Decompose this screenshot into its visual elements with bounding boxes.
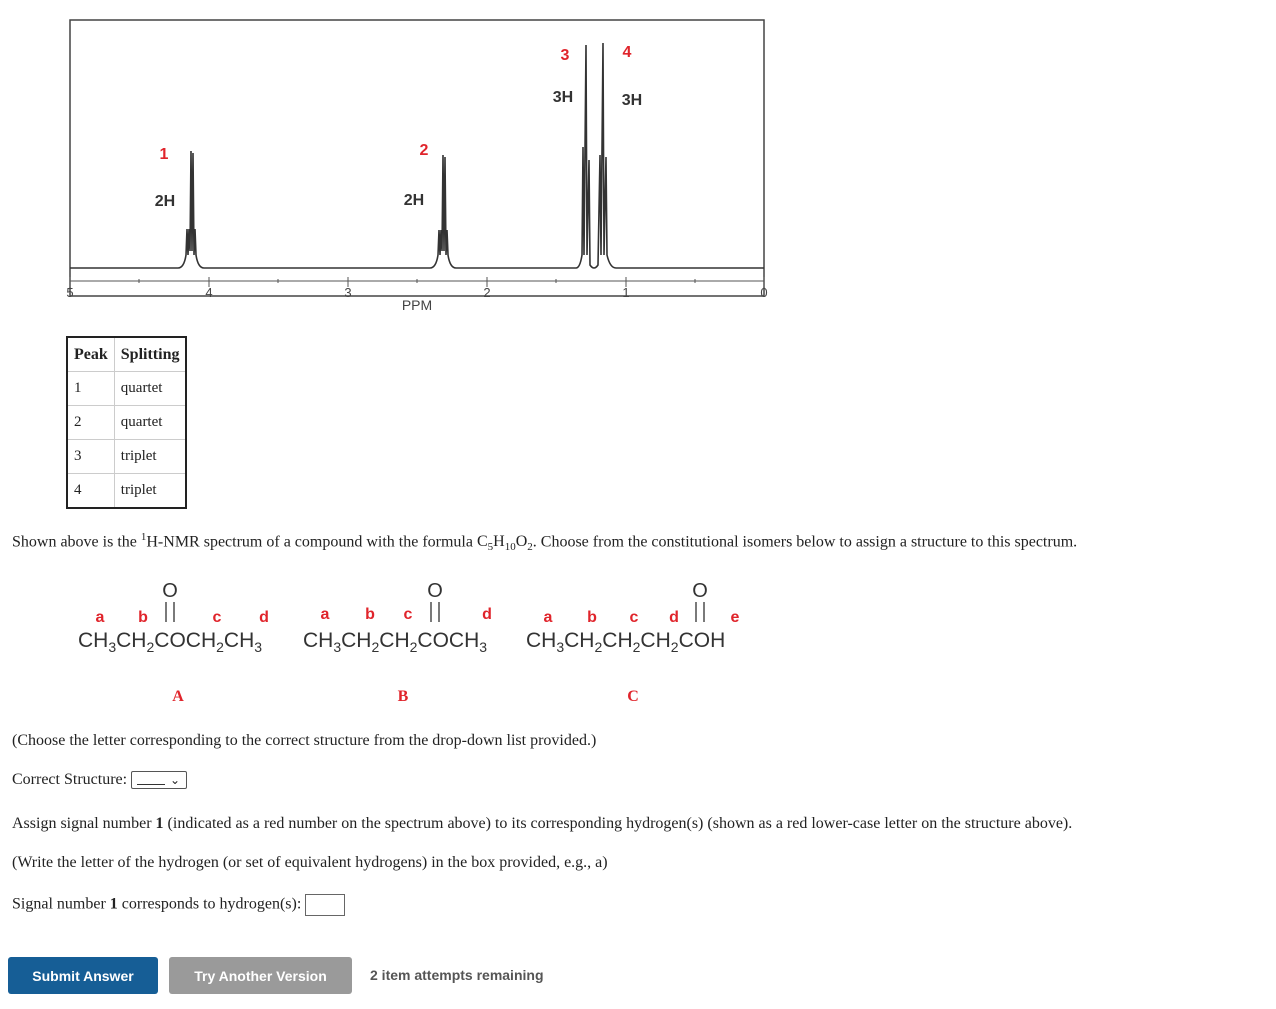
table-header-row	[67, 337, 186, 372]
structure-c	[526, 580, 740, 705]
peak-integration-2: 2H	[403, 192, 425, 209]
structure-a	[78, 580, 269, 705]
tick-label: 3	[344, 285, 352, 300]
hydrogen-label: a	[95, 609, 105, 626]
table-row	[67, 440, 186, 474]
table-row	[67, 372, 186, 406]
hydrogen-label: a	[543, 609, 553, 626]
intro-text: Shown above is the	[12, 533, 141, 551]
try-another-version-button[interactable]: Try Another Version	[169, 957, 352, 994]
hydrogen-label: d	[259, 609, 269, 626]
correct-structure-row	[12, 771, 187, 789]
structure-letter-b: B	[397, 688, 409, 705]
signal-text: corresponds to hydrogen(s):	[117, 895, 302, 913]
signal-number: 1	[109, 895, 118, 913]
peak-splitting-table	[66, 336, 187, 509]
peak-number-4: 4	[622, 44, 632, 61]
formula-a: $CH_3CH_2COCH_2CH_3$	[78, 629, 263, 655]
select-placeholder	[137, 784, 165, 785]
hydrogen-label: d	[482, 606, 492, 623]
assign-text: (indicated as a red number on the spectrum above) to its corresponding hydrogen(s) (shown as a red lower-case letter on the structure above).	[163, 815, 1073, 832]
hydrogen-answer-input[interactable]	[305, 894, 345, 916]
hydrogen-label: d	[669, 609, 679, 626]
chevron-down-icon: ⌄	[170, 773, 181, 788]
table-row	[67, 406, 186, 440]
hydrogen-label: c	[403, 606, 413, 623]
tick-label: 2	[483, 285, 491, 300]
spectrum-frame	[70, 20, 764, 296]
structure-letter-c: C	[627, 688, 639, 705]
peak-number-2: 2	[419, 142, 429, 159]
intro-superscript: 1	[140, 531, 147, 543]
intro-text: . Choose from the constitutional isomers below to assign a structure to this spectrum.	[532, 533, 1078, 551]
table-cell-splitting: quartet	[114, 406, 186, 440]
submit-answer-button[interactable]: Submit Answer	[8, 957, 158, 994]
peak-number-1: 1	[159, 146, 169, 163]
peak-integration-4: 3H	[621, 92, 643, 109]
signal-text: Signal number	[12, 895, 110, 913]
spectrum-trace	[70, 43, 764, 268]
table-cell-splitting: triplet	[114, 440, 186, 474]
hydrogen-label: c	[629, 609, 639, 626]
write-hint: (Write the letter of the hydrogen (or set of equivalent hydrogens) in the box provided, e.g., a)	[12, 854, 608, 871]
table-header-peak: Peak	[67, 337, 114, 372]
carbonyl-oxygen: O	[427, 580, 443, 602]
structure-letter-a: A	[172, 688, 184, 705]
correct-structure-select[interactable]	[131, 771, 187, 789]
tick-label: 4	[205, 285, 213, 300]
x-ticks	[70, 277, 764, 287]
table-cell-peak: 1	[67, 372, 114, 406]
peak-number-3: 3	[560, 47, 570, 64]
formula-c: $CH_3CH_2CH_2CH_2COH$	[526, 629, 726, 655]
molecular-formula: $C_5H_{10}O_2$	[476, 533, 533, 554]
table-cell-peak: 4	[67, 474, 114, 509]
hydrogen-label: b	[365, 606, 375, 623]
tick-label: 5	[66, 285, 74, 300]
table-row	[67, 474, 186, 509]
assign-instruction	[12, 815, 1072, 833]
structure-b	[303, 580, 492, 705]
carbonyl-oxygen: O	[692, 580, 708, 602]
table-header-splitting: Splitting	[114, 337, 186, 372]
nmr-spectrum	[60, 15, 780, 320]
carbonyl-oxygen: O	[162, 580, 178, 602]
attempts-remaining: 2 item attempts remaining	[370, 967, 544, 983]
hydrogen-label: c	[212, 609, 222, 626]
hydrogen-label: a	[320, 606, 330, 623]
tick-label: 0	[760, 285, 768, 300]
hydrogen-label: b	[138, 609, 148, 626]
constitutional-isomers	[60, 575, 760, 710]
x-axis-label: PPM	[401, 297, 433, 313]
table-cell-peak: 3	[67, 440, 114, 474]
assign-text: Assign signal number	[12, 815, 156, 832]
choose-hint: (Choose the letter corresponding to the correct structure from the drop-down list provided.)	[12, 732, 597, 749]
signal-answer-row	[12, 894, 345, 916]
intro-text: H-NMR spectrum of a compound with the formula	[146, 533, 477, 551]
table-cell-peak: 2	[67, 406, 114, 440]
hydrogen-label: b	[587, 609, 597, 626]
table-cell-splitting: triplet	[114, 474, 186, 509]
hydrogen-label: e	[730, 609, 740, 626]
tick-label: 1	[622, 285, 630, 300]
table-cell-splitting: quartet	[114, 372, 186, 406]
question-intro	[12, 531, 1077, 554]
assign-signal-number: 1	[155, 815, 164, 832]
peak-integration-1: 2H	[154, 193, 176, 210]
peak-integration-3: 3H	[552, 89, 574, 106]
correct-structure-label: Correct Structure:	[12, 771, 128, 788]
formula-b: $CH_3CH_2CH_2COCH_3$	[303, 629, 488, 655]
